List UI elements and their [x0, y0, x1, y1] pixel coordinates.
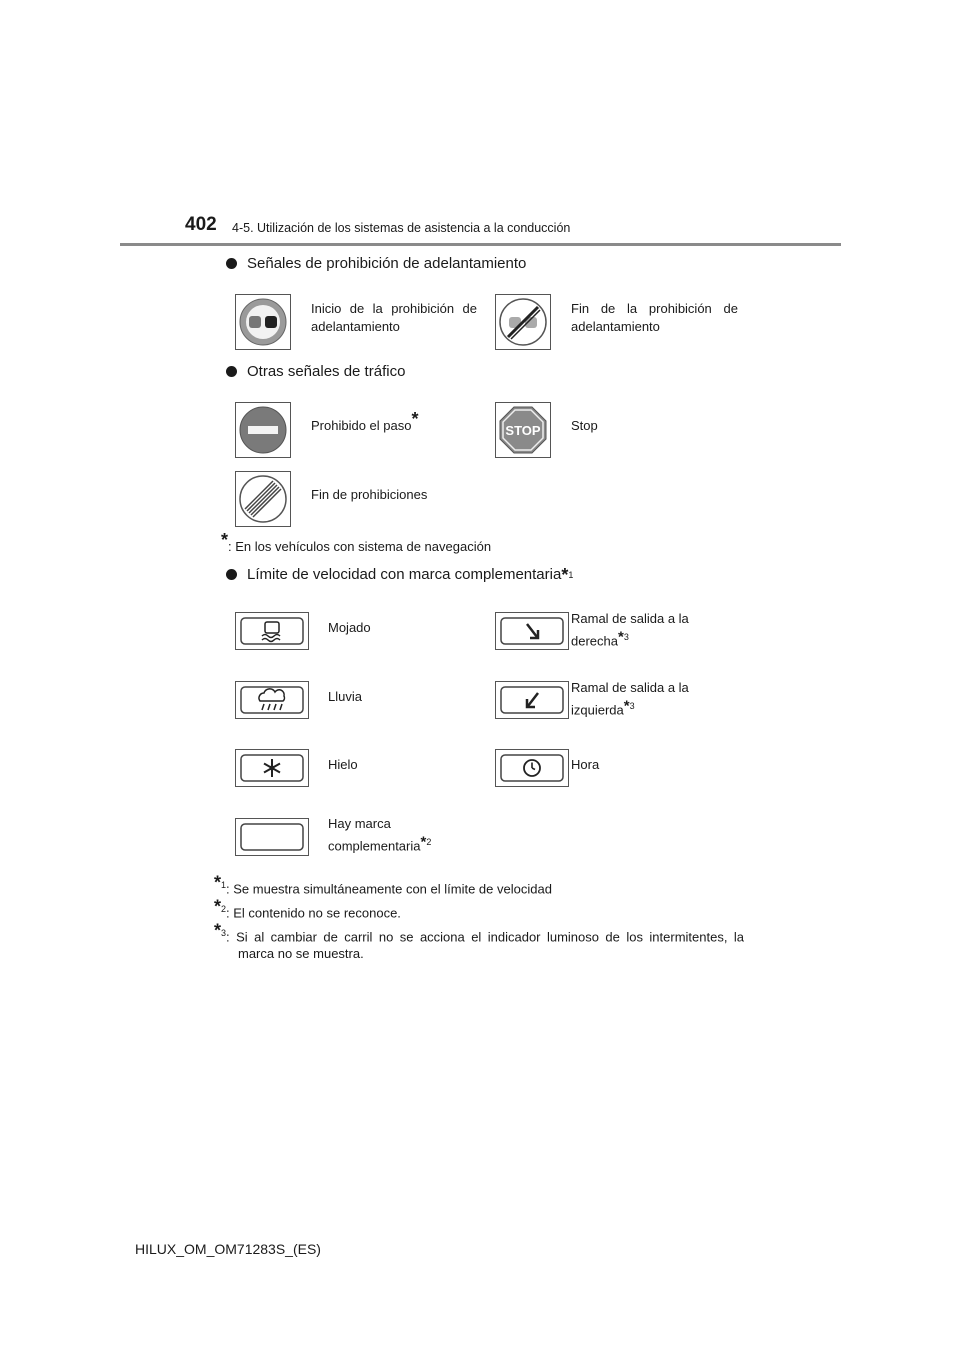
document-id: HILUX_OM_OM71283S_(ES) — [135, 1241, 321, 1257]
label-end-no-overtaking: Fin de la prohibición de adelantamiento — [571, 301, 738, 334]
label-exit-left: Ramal de salida a la izquierda*$^3$ — [571, 680, 689, 718]
header-divider — [120, 243, 841, 246]
label-rain: Lluvia — [328, 689, 362, 704]
label-exit-right: Ramal de salida a la derecha*$^3$ — [571, 611, 689, 649]
end-no-overtaking-sign-icon — [495, 294, 551, 350]
section-heading-speed-limit: Límite de velocidad con marca complementaria * 1 — [226, 566, 573, 583]
wet-road-icon — [235, 612, 309, 650]
footnote-navigation: *: En los vehículos con sistema de navegación — [221, 530, 492, 554]
page-number: 402 — [185, 214, 217, 235]
arrow-down-left-icon — [495, 681, 569, 719]
label-stop: Stop — [571, 418, 598, 433]
bullet-icon — [226, 366, 237, 377]
end-of-prohibitions-sign-icon — [235, 471, 291, 527]
bullet-icon — [226, 569, 237, 580]
no-entry-sign-icon — [235, 402, 291, 458]
label-end-of-prohibitions: Fin de prohibiciones — [311, 487, 428, 502]
section-heading-other-signs: Otras señales de tráfico — [226, 363, 405, 380]
stop-sign-icon — [495, 402, 551, 458]
label-supplementary-mark: Hay marca complementaria*$^2$ — [328, 816, 432, 854]
no-overtaking-sign-icon — [235, 294, 291, 350]
section-heading-overtaking: Señales de prohibición de adelantamiento — [226, 255, 526, 272]
label-start-no-overtaking: Inicio de la prohibición de adelantamiento — [311, 301, 477, 334]
label-wet: Mojado — [328, 620, 371, 635]
blank-plate-icon — [235, 818, 309, 856]
label-time: Hora — [571, 757, 600, 772]
snowflake-icon — [235, 749, 309, 787]
arrow-down-right-icon — [495, 612, 569, 650]
clock-icon — [495, 749, 569, 787]
bullet-icon — [226, 258, 237, 269]
stop-sign-text: STOP — [505, 423, 541, 438]
footnote-1: *$^1$: Se muestra simultáneamente con el límite de velocidad — [214, 872, 552, 897]
rain-cloud-icon — [235, 681, 309, 719]
footnote-2: *$^2$: El contenido no se reconoce. — [214, 896, 401, 921]
chapter-title: 4-5. Utilización de los sistemas de asistencia a la conducción — [232, 221, 571, 235]
label-no-entry: Prohibido el paso* — [311, 409, 419, 433]
label-ice: Hielo — [328, 757, 358, 772]
footnote-3: *$^3$: Si al cambiar de carril no se acciona el indicador luminoso de los intermitentes, la marca no se muestra. — [214, 920, 744, 962]
